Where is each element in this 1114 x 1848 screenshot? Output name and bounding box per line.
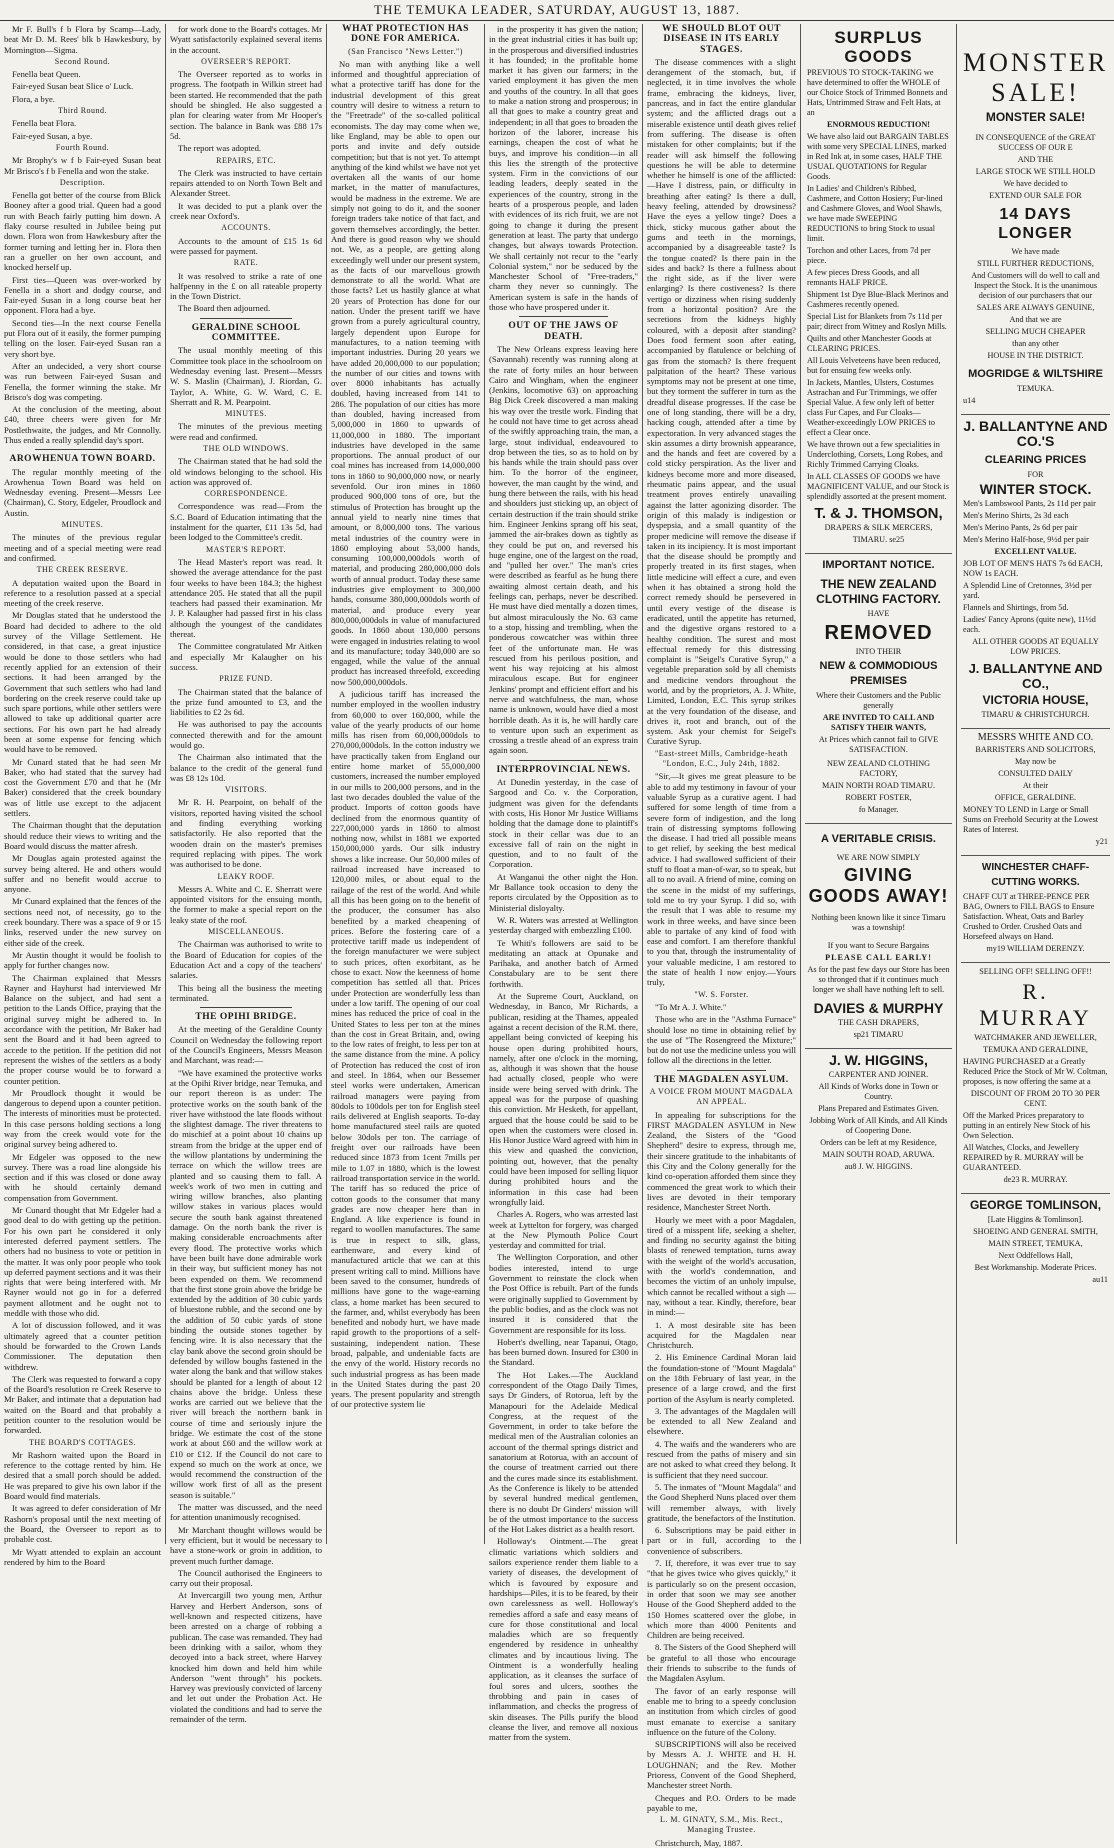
paragraph: Second ties—In the next course Fenella put Flora out of it easily, the former pumping telling on the loser. Fair-eyed Susan ran a very short bye. xyxy=(4,317,161,359)
paragraph: In appealing for subscriptions for the FIRST MAGDALEN ASYLUM in New Zealand, the Sisters of the "Good Shepherd" desire to express, through me, their sincere gratitude to the inhabitants of this City and the Colony generally for the kind co-operation afforded them since they commenced the great work to which their lives are devoted in their temporary residence, Manchester Street North. xyxy=(647,1109,796,1213)
signature: L. M. GINATY, S.M., Mis. Rect., Managing Trustee. xyxy=(660,1815,783,1835)
ad-text: HAVE xyxy=(867,609,890,618)
round-result: Mr Brophy's w f b Fair-eyed Susan beat Mr Brisco's f b Fenella and won the stake. xyxy=(4,155,161,176)
ad-text: At Prices which cannot fail to GIVE SATISFACTION. xyxy=(818,735,939,754)
paragraph: Hobert's dwelling, near Tapanui, Otago, has been burned down. Insured for £300 in the Standard. xyxy=(489,1336,638,1368)
murray-ad xyxy=(961,963,1110,1194)
ad-text: than any other xyxy=(1012,339,1059,348)
article-heading: THE MAGDALEN ASYLUM. xyxy=(654,1074,789,1085)
round-heading: Fourth Round. xyxy=(55,142,110,152)
divider xyxy=(519,760,608,761)
advertiser-name: DAVIES & MURPHY xyxy=(813,1000,944,1016)
white-and-co-ad xyxy=(961,729,1110,856)
higgins-ad xyxy=(805,1049,952,1180)
ad-text: HOUSE IN THE DISTRICT. xyxy=(987,351,1084,360)
round-result: Fair-eyed Susan beat Slice o' Luck. xyxy=(12,81,134,92)
advertiser-place: TIMARU & CHRISTCHURCH. xyxy=(981,710,1090,719)
advertiser-address: MAIN NORTH ROAD TIMARU. xyxy=(821,781,936,790)
round-result: Fair-eyed Susan, a bye. xyxy=(12,130,93,141)
paragraph: Mr Douglas again protested against the survey being altered. He and others would suffer and no benefit would accrue to anyone. xyxy=(4,853,161,895)
paragraph: "Sir,—It gives me great pleasure to be able to add my testimony in favour of your valuable Syrup as a curative agent. I had suffered for some length of time from a severe form of indigestion, and the long train of distressing symptoms following the disease. I had tried all possible means to get relief, by seeking the best medical advice. I had swallowed sufficient of their stuff to float a man-of-war, so to speak, but all to no avail. A friend of mine, coming on the scene in the midst of my sufferings, told me to try your Syrup. I did so, with the result that I was able to resume my work in three weeks, and have since been able to partake of any kind of food with ease and comfort. I am therefore thankful to you that, through the instrumentality of your valuable medicine, I am restored to the state of health I now enjoy.—Yours truly, xyxy=(647,771,796,988)
paragraph: Mr Cunard thought that Mr Edgeler had a good deal to do with getting up the petition. For his own part he considered it only interested deferred payment settlers. The others had no business to vote or petition in the matter. It was only poor people who took up deferred payment sections and it was their rights that were being interfered with. Mr Rayner would not go in for a deferred payment allotment and he ought not to meddle with those who did. xyxy=(4,1205,161,1319)
advertiser-name: GEORGE TOMLINSON, xyxy=(969,1198,1102,1212)
round-result: Fenella beat Queen. xyxy=(12,69,81,80)
ad-text: ARE INVITED TO CALL AND SATISFY THEIR WANTS, xyxy=(822,713,935,732)
advertiser-name: NEW ZEALAND CLOTHING FACTORY, xyxy=(826,759,931,778)
ad-text: IN CONSEQUENCE of the GREAT SUCCESS OF OUR E xyxy=(975,133,1096,152)
paragraph: No man with anything like a well informed and thoughtful appreciation of what a protective tariff has done for the industrial development of this great country will desire to witness a return to the "Freetrade" of the so-called political economists. The day may come when we, like England, may be able to open our ports and invite and defy outside competition; but that is not yet. To attempt anything of the kind whilst we have not yet overtaken all the wants of our home market, in the matter of manufactures, would be madness in the extreme. We are simply not going to do it, and the sooner foreign traders take notice of that fact, and govern themselves accordingly, the better. And there is good reason why we should not. We, as a people, are getting along exceedingly well under our present system, as the facts of our marvellous growth demonstrate to all the world. What are those facts? Let us hastily glance at what 20 years of Protection has done for our nation. Under the present tariff we have grown from a purely agricultural country, largely dependent upon Europe for manufactures, to a nation teeming with important industries. During 20 years we have added 20,000,000 to our population; the number of our cities and towns with over 8000 inhabitants has actually doubled, having increased from 141 to 286. The population of our cities has more than doubled, having increased from 5,000,000 in 1860 to upwards of 11,000,000 in 1880. The important industries have developed in the same proportions. The annual product of our coal mines has increased from 14,000,000 tons in 1860 to 90,000,000 now, or nearly sevenfold. Our iron mines in 1860 produced 900,000 tons of ore, but the stimulus of Protection has brought up the annual yield to nearly nine times that amount, or 8,000,000 tons. The various metal industries of the country were in 1860 employing about 53,000 hands, consuming 100,000,000dols worth of material, and producing 280,000,000 dols worth of annual product. Today these same industries give employment to 300,000 hands, consume 380,000,000dols worth of material, and produce every year 800,000,000dols in value of manufactured goods. In 1860 about 130,000 persons were engaged in industries relating to wool and its manufacture; today 340,000 are so engaged, while the value of the annual product has increased threefold, exceeding now 500,000,000dols. xyxy=(331,58,480,687)
advertiser-trade: BARRISTERS AND SOLICITORS, xyxy=(975,745,1096,754)
clothing-factory-ad xyxy=(805,554,952,824)
subheading: THE OLD WINDOWS. xyxy=(203,443,289,453)
ad-code: u14 xyxy=(963,396,976,405)
ad-text: LARGE STOCK WE STILL HOLD xyxy=(975,167,1096,176)
paragraph: The Clerk was instructed to have certain repairs attended to on North Town Belt and Alexander Street. xyxy=(170,167,322,199)
masthead: THE TEMUKA LEADER, SATURDAY, AUGUST 13, 1887. xyxy=(0,0,1114,21)
coursing-intro: Mr F. Bull's f b Flora by Scamp—Lady, beat Mr D. M. Rees' blk b Hawkesbury, by Mornington—Sigma. xyxy=(4,24,161,55)
winchester-chaff-ad xyxy=(961,856,1110,963)
ad-text: Shipment 1st Dye Blue-Black Merinos and Cashmeres recently opened. xyxy=(807,290,949,309)
ad-text: HAVING PURCHASED at a Greatly Reduced Price the Stock of Mr W. Coltman, proposes, is now offering the same at a xyxy=(963,1057,1108,1086)
ad-heading: REMOVED xyxy=(824,622,933,644)
paragraph: Mr Douglas stated that he understood the Board had decided to adhere to the old survey of the Village Settlement. He considered, in that case, a great injustice would be done to those settlers who had recently applied for an extension of their sections. It had been arranged by the Government that such settlers who had land bordering on the creek reserve could take up such spare portions, while other settlers were allowed to take up additional quarter acre sections. For his own part he had already been at some expense for fencing which would have to be removed. xyxy=(4,610,161,755)
paragraph: Mr Austin thought it would be foolish to apply for further changes now. xyxy=(4,949,161,971)
advertiser-name: R. MURRAY xyxy=(979,979,1092,1030)
ad-text: WE ARE NOW SIMPLY xyxy=(836,853,921,862)
advertiser-place: sp21 TIMARU xyxy=(853,1030,904,1039)
giving-goods-away-ad xyxy=(805,824,952,1049)
ad-text: Nothing been known like it since Timaru was a township! xyxy=(811,913,946,932)
ad-text: Flannels and Shirtings, from 5d. xyxy=(963,603,1069,612)
subheading: THE BOARD'S COTTAGES. xyxy=(28,1437,137,1447)
ad-text: Plans Prepared and Estimates Given. xyxy=(818,1104,939,1113)
ad-text: ALL OTHER GOODS AT EQUALLY LOW PRICES. xyxy=(972,637,1099,656)
paragraph: Mr Edgeler was opposed to the new survey. There was a road line alongside his section and if this was closed or done away with he should certainly demand compensation from Government. xyxy=(4,1151,161,1203)
paragraph: The disease commences with a slight derangement of the stomach, but, if neglected, it in time involves the whole frame, embracing the kidneys, liver, pancreas, and in fact the entire glandular system; and the afflicted drags out a miserable existence until death gives relief from suffering. The disease is often mistaken for other complaints; but if the reader will ask himself the following questions he will be able to determine whether he himself is one of the afflicted:—Have I distress, pain, or difficulty in breathing after eating? Is there a dull, heavy feeling, attended by drowsiness? Have the eyes a yellow tinge? Does a thick, sticky mucous gather about the gums and teeth in the mornings, accompanied by a disagreeable taste? Is the tongue coated? Is there pain in the sides and back? Is there a fullness about the right side, as if the liver were enlarging? Is there costiveness? Is there vertigo or dizziness when rising suddenly from a horizontal position? Are the secretions from the kidneys highly coloured, with a deposit after standing? Does food ferment soon after eating, accompanied by flatulence or belching of gas from the stomach? Is there frequent palpitation of the heart? These various symptoms may not be present at one time, but they torment the sufferer in turn as the dreadful disease progresses. If the case be one of long standing, there will be a dry, hacking cough, attended after a time by expectoration. In very advanced stages the skin assumes a dirty brownish appearance, and the hands and feet are covered by a cold sticky perspiration. As the liver and kidneys become more and more diseased, rheumatic pains appear, and the usual treatment proves entirely unavailing against the latter agonizing disorder. The origin of this malady is indigestion or dyspepsia, and a small quantity of the proper medicine will remove the disease if taken in its incipiency. It is most important that the disease should be promptly and properly treated in its first stages, when little medicine will effect a cure, and even when it has obtained a strong hold the correct remedy should be persevered in until every vestige of the disease is eradicated, until the appetite has returned, and the digestive organs restored to a healthy condition. The surest and most effectual remedy for this distressing complaint is "Seigel's Curative Syrup," a vegetable preparation sold by all chemists and medicine vendors throughout the world, and by the proprietors, A. J. White, Limited, London, E.C. This syrup strikes at the very foundation of the disease, and drives it, root and branch, out of the system. Ask your chemist for Seigel's Curative Syrup. xyxy=(647,56,796,747)
paragraph: Mr Wyatt attended to explain an account rendered by him to the Board xyxy=(4,1546,161,1567)
ad-text: SALES ARE ALWAYS GENUINE, xyxy=(976,303,1095,312)
advertiser-place: TIMARU. se25 xyxy=(852,535,905,544)
advertiser-name: T. & J. THOMSON, xyxy=(814,505,943,522)
column-1 xyxy=(0,24,165,1567)
ad-text: Best Workmanship. Moderate Prices. xyxy=(974,1263,1097,1272)
column-2 xyxy=(165,24,326,1725)
paragraph: Mr Marchant thought willows would be very efficient, but it would be necessary to have a stone-work or groin in addition, to prevent much further damage. xyxy=(170,1524,322,1566)
subheading: THE CREEK RESERVE. xyxy=(36,565,129,575)
advertiser-signature: my19 WILLIAM DERENZY. xyxy=(986,944,1085,953)
paragraph: The Clerk was requested to forward a copy of the Board's resolution re Creek Reserve to Mr Baker, and intimate that a deputation had waited on the Board and that probably a petition counter to the resolution would be forwarded. xyxy=(4,1373,161,1436)
paragraph: At the meeting of the Geraldine County Council on Wednesday the following report of the Council's Engineers, Messrs Meason and Marchant, was read:— xyxy=(170,1024,322,1066)
paragraph: Cheques and P.O. Orders to be made payable to me, xyxy=(647,1792,796,1813)
advertiser-place: TEMUKA. xyxy=(1016,384,1055,393)
ad-text: Jobbing Work of All Kinds, and All Kinds of Coopering Done. xyxy=(809,1116,948,1135)
ad-heading: MONSTER SALE! xyxy=(963,48,1109,107)
ad-text: AND THE xyxy=(1017,155,1054,164)
ad-text: All Watches, Clocks, and Jewellery REPAIRED by R. MURRAY will be GUARANTEED. xyxy=(963,1143,1084,1172)
paragraph: At Wanganui the other night the Hon. Mr Ballance took occasion to deny the reports circulated by the Opposition as to Ministerial disloyalty. xyxy=(489,871,638,913)
subheading: MISCELLANEOUS. xyxy=(208,927,284,937)
ad-heading: IMPORTANT NOTICE. xyxy=(822,559,935,571)
paragraph: At Invercargill two young men, Arthur Harvey and Herbert Anderson, sons of well-known and respected citizens, have been arrested on a charge of robbing a publican. The case was remanded. They had been drinking with a sailor, whom they decoyed into a back street, where Harvey knocked him down and held him while Anderson "went through" his pockets. Harvey was previously convicted of larceny and let out under the Probation Act. He violated the conditions and had to serve the remainder of the term. xyxy=(170,1590,322,1725)
advertiser-address: Next Oddfellows Hall, xyxy=(998,1251,1073,1260)
article-heading: OUT OF THE JAWS OF DEATH. xyxy=(508,321,619,342)
ad-heading: MONSTER SALE! xyxy=(985,110,1086,124)
ad-text: ENORMOUS REDUCTION! xyxy=(826,120,931,129)
paragraph: The Hot Lakes.—The Auckland correspondent of the Otago Daily Times, says Dr Ginders, of Rotorua, left by the Manapouri for the Adelaide Medical Congress, at the request of the Government, in order to take before the medical men of the Australian colonies an account of the thermal springs district and sanatorium at Rotorua, with an account of the course of treatment carried out there and the cures made since its establishment. As the Conference is likely to be attended by several hundred medical gentlemen, there is no doubt Dr Ginders' mission will be of the utmost importance to the success of the Hot Lakes district as a health resort. xyxy=(489,1369,638,1535)
paragraph: The Chairman stated that the balance of the prize fund amounted to £3, and the liabilities to £2 2s 6d. xyxy=(170,686,322,718)
paragraph: in the prosperity it has given the nation; in the great industrial cities it has built up; in the prosperous and diversified industries it has founded; in the profitable home market it has given our farmers; in the varied employment it has given the men and youths of the country. In all that goes to make a nation strong and prosperous; in all that goes to make a country great and independent; in all that goes to broaden the horizon of the laborer, increase his earnings, cheapen the cost of what he buys, and improve his condition—in all this lies the strength of the protective system. Firm in the convictions of our leading leaders, deeply seated in the experiences of the country, strong in the hearts of a prosperous people, and laden with evidences of its rich fruit, we are not going to change it during the present generation at least. The party that undergo changes, but always towards Protection. We shall certainly not recur to the "early Colonial system," nor be seduced by the Manchester School of "Free-traders," charm they never so cunningly. The American system is safe in the hands of those who have prospered under it. xyxy=(489,24,638,313)
ad-text: A few pieces Dress Goods, and all remnants HALF PRICE. xyxy=(807,268,920,287)
list-item: 2. His Eminence Cardinal Moran laid the foundation-stone of "Mount Magdala" on the 18th February of last year, in the presence of a large crowd, and the first portion of the Asylum is nearly completed. xyxy=(647,1352,796,1404)
subheading: VISITORS. xyxy=(224,785,268,795)
list-item: 8. The Sisters of the Good Shepherd will be grateful to all those who encourage their friends to subscribe to the funds of the Magdalen Asylum. xyxy=(647,1642,796,1684)
list-item: 1. A most desirable site has been acquired for the Magdalen near Christchurch. xyxy=(647,1319,796,1351)
paragraph: Te Whiti's followers are said to be meditating an attack at Opunake and Parihaka, and another batch of Armed Constabulary are to be sent there forthwith. xyxy=(489,937,638,989)
ad-heading: WINCHESTER CHAFF-CUTTING WORKS. xyxy=(981,862,1090,888)
ad-text: We have also laid out BARGAIN TABLES with some very SPECIAL LINES, marked in Red Ink at, in some cases, HALF THE USUAL QUOTATIONS for Regular Goods. xyxy=(807,132,949,181)
subheading: MINUTES. xyxy=(61,520,104,530)
paragraph: Mr Proudlock thought it would be dangerous to depend upon a counter petition. The interests of minorities must be protected. In this case persons holding sections a long way from the creek would vote for the original survey being adhered to. xyxy=(4,1087,161,1150)
subheading: LEAKY ROOF. xyxy=(217,871,275,881)
ad-heading: WINTER STOCK. xyxy=(979,481,1092,497)
article-heading: INTERPROVINCIAL NEWS. xyxy=(496,764,631,775)
paragraph: It was agreed to defer consideration of Mr Rashorn's proposal until the next meeting of the Board, the Overseer to report as to probable cost. xyxy=(4,1503,161,1545)
advertiser-name: J. W. HIGGINS, xyxy=(829,1052,928,1068)
advertiser-trade: SHOEING AND GENERAL SMITH, xyxy=(973,1227,1098,1236)
subheading: ACCOUNTS. xyxy=(221,223,271,233)
ad-heading: CLEARING PRICES xyxy=(984,454,1087,466)
paragraph: Hourly we meet with a poor Magdalen, tired of a misspent life, seeking a shelter, and finding no security against the biting blasts of renewed temptation, turns away with the weight of the world's accusation, with the world's condemnation, and becomes the victim of an unholy impulse, which cannot be recalled without a sigh — nay, without a tear. Kindly, therefore, bear in mind:— xyxy=(647,1214,796,1318)
ad-text: MONEY TO LEND in Large or Small Sums on Freehold Security at the Lowest Rates of Interest. xyxy=(963,805,1099,834)
advertiser-premises: VICTORIA HOUSE, xyxy=(982,693,1089,707)
paragraph: After an undecided, a very short course was run between Fair-eyed Susan and Fenella, the former winning the stake. Mr Brisco's dog was competing. xyxy=(4,360,161,402)
article-heading: THE OPIHI BRIDGE. xyxy=(195,1012,297,1023)
subheading: A VOICE FROM MOUNT MAGDALA AN APPEAL. xyxy=(649,1086,794,1107)
monster-sale-ad xyxy=(961,24,1110,415)
price-item: Men's Lambswool Pants, 2s 11d per pair xyxy=(963,499,1096,508)
paragraph: A deputation waited upon the Board in reference to a resolution passed at a special meeting of the creek reserve. xyxy=(4,577,161,609)
ad-heading: A VERITABLE CRISIS. xyxy=(821,833,936,845)
list-item: 5. The inmates of "Mount Magdala" and the Good Shepherd Nuns placed over them will remember always, with lively gratitude, the benefactors of the Institution. xyxy=(647,1481,796,1523)
ad-text: If you want to Secure Bargains xyxy=(827,941,930,950)
column-3 xyxy=(326,24,484,1544)
ad-text: CHAFF CUT at THREE-PENCE PER BAG, Owners to FILL BAGS to Ensure Satisfaction. Wheat, Oats and Barley Crushed to Order. Crushed Oats and Horsefeed always on Hand. xyxy=(963,892,1095,941)
advertiser-address: MAIN SOUTH ROAD, ARUWA. xyxy=(822,1150,935,1159)
paragraph: A judicious tariff has increased the number employed in the woollen industry from 60,000 to over 160,000, while the value of the yearly products of our home mills has risen from 60,000,000dols to 270,000,000dols. In the cotton industry we have practically taken from England our entire home market of 55,000,000 customers, increased the number employed in our mills to 200,000 persons, and in the last two decades doubled the value of the product. Imports of cotton goods have declined from the enormous quantity of 227,000,000 yards in 1860 to almost nothing now, whilst in 1881 we exported 150,000,000 yards. Our silk industry shows a like increase. Our 50,000 miles of railroad increased have increased to 120,000 miles, or about equal to the railage of the rest of the world. And while all this has been going on to the benefit of the producer, the consumer has also benefited by a marked cheapening of prices. Before the fostering care of a protective tariff made us independent of the foreign manufacturer we were subject to such prices, often exorbitant, as he chose to exact. Now the keenness of home competition has settled all that. Prices under Protection are wonderfully less than under a low tariff. The opening of our coal mines has reduced the price of coal in the United States to less per ton at the mines than the cost in Great Britain, and, owing to the low rates of freight, to less per ton at the same distance from the mine. A policy of Protection has reduced the cost of iron and steel. In 1864, when our Bessemer steel works were undertaken, American railroad managers were paying from 80dols to 100dols per ton for English steel rails delivered at English seaports. To-day home manufactured steel rails are quoted below 30dols per ton. The carriage of freight over our railroads have been reduced since 1873 from 1cent 7mills per mile to 1.07 in 1880, which is the lowest railroad transportation service in the world. The tariff has so reduced the price of cotton goods to the consumer that many grades are now cheaper here than in England. A like experience is found in regard to woollen manufactures. The same is true in respect to silk, glass, earthenware, and every kind of manufactured article that we can at this present writing call to mind. Millions have been saved to the consumer, hundreds of millions have gone to the wage-earning class, a home market has been secured to the farmer, and, whilst everybody has been benefited and nobody hurt, we have made rapid growth to the proportions of a self-sustaining, independent nation. These broad, palpable, and undeniable facts are the envy of the world. History records no such industrial progress as has been made in the United States during the past 20 years. The present popularity and strength of our protective system lie xyxy=(331,689,480,1410)
description-heading: Description. xyxy=(59,177,106,187)
advertiser-title: fo Manager. xyxy=(858,805,899,814)
paragraph: The Council authorised the Engineers to carry out their proposal. xyxy=(170,1567,322,1589)
round-result: Fenella beat Flora. xyxy=(12,118,77,129)
divider xyxy=(677,1070,766,1071)
ad-code: au11 xyxy=(1092,1275,1108,1284)
ad-text: And Customers will do well to call and Inspect the Stock. It is the unanimous decision of our purchasers that our xyxy=(971,271,1100,300)
ad-text: PREVIOUS TO STOCK-TAKING we have determined to offer the WHOLE of our Choice Stock of Trimmed Bonnets and Hats, Untrimmed Straw and Felt Hats, at an xyxy=(807,68,948,117)
subheading: MASTER'S REPORT. xyxy=(206,544,286,554)
paragraph: Accounts to the amount of £15 1s 6d were passed for payment. xyxy=(170,235,322,256)
paragraph: At the conclusion of the meeting, about £40, three cheers were given for Mr Postlethwaite, the judges, and Mr Connolly. Thus ended a really splendid day's sport. xyxy=(4,404,161,445)
paragraph: The Chairman thought that the deputation should reduce their views to writing and the Board would discuss the matter afresh. xyxy=(4,820,161,851)
advertiser-trade: DRAPERS & SILK MERCERS, xyxy=(824,523,933,532)
surplus-goods-ad xyxy=(805,24,952,554)
paragraph: At the Supreme Court, Auckland, on Wednesday, in Banco, Mr Richards, a publican, residing at the Thames, appealed against a recent decision of the R.M. there, appellant being convicted of keeping his house open during prohibited hours, namely, after one o'clock in the morning, as, although it was shown that the house had actually closed, people who were inside were being served with drink. The appeal was for the purpose of quashing this conviction. Mr Hesketh, for appellant, argued that the house could be said to be open when the customers were closed in. His Honor Justice Ward agreed with him in this view and quashed the conviction, pointing out, however, that the penalty could have been imposed for selling liquor during prohibited hours and the information in this case had been wrongfully laid. xyxy=(489,991,638,1207)
ad-text: And that we are xyxy=(1009,315,1062,324)
paragraph: The Chairman explained that Messrs Rayner and Hayhurst had interviewed Mr Balance on the subject, and had sent a petition to the Lands Office, praying that the original survey might be adhered to. In accordance with the petition, Mr Baker had sent the Board and it had been agreed to accede to the petition. If the petition did not represent the wishes of the settlers as a body the proper course would be to forward a counter petition. xyxy=(4,972,161,1086)
paragraph: Those who are in the "Asthma Furnace" should lose no time in obtaining relief by the use of "The Rosengreed the Mixture;" but do not use the medicine unless you will follow all the directions in the letter. xyxy=(647,1014,796,1066)
paragraph: He was authorised to pay the accounts connected therewith and for the amount would go. xyxy=(170,719,322,750)
column-5 xyxy=(642,24,800,1848)
round-result: Flora, a bye. xyxy=(12,93,55,104)
tomlinson-ad xyxy=(961,1194,1110,1293)
paragraph: W. R. Waters was arrested at Wellington yesterday charged with embezzling £100. xyxy=(489,914,638,936)
list-item: 6. Subscriptions may be paid either in part or in full, according to the convenience of subscribers. xyxy=(647,1525,796,1556)
round-heading: Third Round. xyxy=(57,106,108,116)
advertiser-signature: ROBERT FOSTER, xyxy=(845,793,912,802)
subheading: MINUTES. xyxy=(225,409,267,419)
ad-text: Orders can be left at my Residence, xyxy=(820,1138,937,1147)
ad-text: A Splendid Line of Cretonnes, 3½d per yard. xyxy=(963,581,1092,600)
paragraph: A lot of discussion followed, and it was ultimately agreed that a counter petition should be forwarded to the Crown Lands Commissioner. The deputation then withdrew. xyxy=(4,1320,161,1372)
ad-heading: GIVING GOODS AWAY! xyxy=(808,865,949,906)
paragraph: The regular monthly meeting of the Arowhenua Town Board was held on Wednesday evening. Present—Messrs Lee (Chairman), C. Story, Edgeler, Proudlock and Austin. xyxy=(4,466,161,518)
ad-text: Where their Customers and the Public generally xyxy=(816,691,941,710)
paragraph: SUBSCRIPTIONS will also be received by Messrs A. J. WHITE and H. H. LOUGHNAN; and the Rev. Mother Prioress, Convent of the Good Shepherd, Manchester street North. xyxy=(647,1739,796,1791)
ad-code: y21 xyxy=(1095,837,1108,846)
paragraph: This being all the business the meeting terminated. xyxy=(170,982,322,1003)
ad-text: We have decided to xyxy=(1003,179,1068,188)
subheading: OVERSEER'S REPORT. xyxy=(201,56,291,66)
ad-heading: 14 DAYS LONGER xyxy=(998,206,1073,242)
paragraph: The New Orleans express leaving here (Savannah) recently was running along at the rate of forty miles an hour between Cairo and Wingham, when the engineer (Jenkins, locomotive 63) on approaching Big Dick Creek discovered a man making his way over the trestle work. Finding that he could not have time to get across ahead of the swiftly approaching train, the man, a large, stout individual, endeavoured to drop between the ties, so as to hold on by his hands while the train should pass over him. To the horror of the engineer, however, the man caught by the wind, and hung there between the rails, with his head and shoulders just sticking up, an object of certain destruction if the train should strike him. Engineer Jenkins sprang off his seat, jammed the air-brakes down as tightly as they could be put on, and reversed his huge engine, one of the largest on the road, and "pulled her over." The man's cries were described as fearful as he hung there awaiting almost certain death, and his feelings can, perhaps, never be described. He must have died mentally a dozen times, but almost miraculously the No. 63 came to a stop, hissing and trembling, when the ponderous cowcatcher was within three feet of the unfortunate man. He was rescued from his perilous position, and went his way rejoicing at his almost miraculous escape. But for engineer Jenkins' prompt and efficient effort and his nerve and watchfulness, the man, whose name is unknown, would have died a most horrible death. As it is, he will hardly care to venture upon such an experiment as crossing a trestle ahead of an express train again soon. xyxy=(489,343,638,756)
paragraph: The minutes of the previous regular meeting and of a special meeting were read and confirmed. xyxy=(4,532,161,563)
paragraph: The favor of an early response will enable me to bring to a speedy conclusion an institution from which circles of good must emanate to exercise a sanitary influence on the future of the Colony. xyxy=(647,1685,796,1737)
advertiser-note: [Late Higgins & Tomlinson]. xyxy=(987,1215,1084,1224)
ad-text: Special List for Blankets from 7s 11d per pair; direct from Witney and Roslyn Mills. xyxy=(807,312,947,331)
ad-text: Off the Marked Prices preparatory to putting in an entirely New Stock of his Own Selection. xyxy=(963,1111,1091,1140)
round-heading: Second Round. xyxy=(54,56,111,66)
ad-text: EXCELLENT VALUE. xyxy=(994,547,1077,556)
paragraph: Mr Rashorn waited upon the Board in reference to the cottage rented by him. He desired that a small porch should be added. He was prepared to give his own labor if the Board would find materials. xyxy=(4,1449,161,1502)
ad-text: SELLING OFF! SELLING OFF!! xyxy=(979,967,1092,976)
ad-text: Torchon and other Laces, from 7d per piece. xyxy=(807,246,931,265)
ad-text: INTO THEIR xyxy=(855,647,902,656)
advertiser-address: MAIN STREET, TEMUKA, xyxy=(988,1239,1083,1248)
ad-text: STILL FURTHER REDUCTIONS, xyxy=(977,259,1094,268)
ad-text: We have thrown out a few specialities in Underclothing, Corsets, Long Robes, and Richly Trimmed Carrying Cloaks. xyxy=(807,440,943,469)
paragraph: The report was adopted. xyxy=(178,143,262,154)
divider xyxy=(200,318,291,319)
advertiser-signature: au8 J. W. HIGGINS. xyxy=(844,1162,913,1171)
price-item: Men's Merino Half-hose, 9½d per pair xyxy=(963,535,1089,544)
ad-text: All Louis Velveteens have been reduced, but for ensuing few weeks only. xyxy=(807,356,941,375)
paragraph: Mr R. H. Pearpoint, on behalf of the visitors, reported having visited the school and finding everything working satisfactorily. He also reported that the wooden drain on the master's premises required replacing with pipes. The work was authorised to be done. xyxy=(170,797,322,870)
subheading: CORRESPONDENCE. xyxy=(204,489,288,499)
paragraph: The Committee congratulated Mr Aitken and especially Mr Kalaugher on his success. xyxy=(170,641,322,672)
advertiser-name: MESSRS WHITE AND CO. xyxy=(977,732,1094,743)
paragraph: for work done to the Board's cottages. Mr Wyatt satisfactorily explained several items in the account. xyxy=(170,24,322,55)
column-6-ads xyxy=(800,24,956,1544)
ad-text: JOB LOT OF MEN'S HATS 7s 6d EACH, NOW 1s EACH. xyxy=(963,559,1103,578)
advertiser-name: J. BALLANTYNE AND CO.'S xyxy=(963,418,1108,449)
ad-text: PLEASE CALL EARLY! xyxy=(825,953,932,962)
divider xyxy=(519,316,608,317)
ad-text: FOR xyxy=(1027,470,1044,479)
paragraph: It was decided to put a plank over the creek near Oxford's. xyxy=(170,200,322,222)
price-item: Men's Merino Pants, 2s 6d per pair xyxy=(963,523,1078,532)
paragraph: The matter was discussed, and the need for attention unanimously recognised. xyxy=(170,1502,322,1523)
ballantyne-ad xyxy=(961,415,1110,729)
subheading: REPAIRS, ETC. xyxy=(216,155,276,165)
price-item: Men's Merino Shirts, 2s 3d each xyxy=(963,511,1069,520)
article-heading: WHAT PROTECTION HAS DONE FOR AMERICA. xyxy=(342,24,469,45)
paragraph: The Overseer reported as to works in progress. The footpath in Wilkin street had been started. He recommended that the path should be shingled. He also suggested a plan for clearing water from Mr Hooper's section. The balance in Bank was £88 17s 5d. xyxy=(170,69,322,141)
ad-heading: NEW & COMMODIOUS PREMISES xyxy=(819,660,938,687)
article-heading: GERALDINE SCHOOL COMMITTEE. xyxy=(191,322,301,344)
letter-address: "East-street Mills, Cambridge-heath "London, E.C., July 24th, 1882. xyxy=(655,748,788,769)
advertiser-place: TEMUKA AND GERALDINE, xyxy=(983,1045,1088,1054)
paragraph: Correspondence was read—From the S.C. Board of Education intimating that the instalment for the quarter, £11 13s 5d, had been lodged to the Committee's credit. xyxy=(170,501,322,543)
paragraph: The Chairman stated that he had sold the old windows belonging to the school. His action was approved of. xyxy=(170,456,322,487)
paragraph: The usual monthly meeting of this Committee took place in the schoolroom on Wednesday evening last. Present—Messrs W. S. Maslin (Chairman), J. Riordan, G. Taylor, A. White, G. W. Ward, C. E. Sherratt and R. M. Pearpoint. xyxy=(170,345,322,407)
paragraph: Mr Cunard stated that he had seen Mr Baker, who had stated that the survey had cost the Government £70 and that he (Mr Baker) considered that the creek boundary was of little use except to the adjacent settlers. xyxy=(4,756,161,819)
ad-text: May now be xyxy=(1015,757,1056,766)
paragraph: The Chairman was authorised to write to the Board of Education for copies of the Education Act and a copy of the teachers' salaries. xyxy=(170,939,322,981)
paragraph: At Dunedin yesterday, in the case of Sargood and Co. v. the Corporation, judgment was given for the defendants with costs, His Honor Mr Justice Williams holding that the damage done to plaintiff's stock in their cellar was due to an excessive fall of rain on the night in question, and to no fault of the Corporation. xyxy=(489,777,638,870)
ad-text: SELLING MUCH CHEAPER xyxy=(985,327,1086,336)
paragraph: Mr Cunard explained that the fences of the sections need not, of necessity, go to the creek boundary. There was a space of 9 or 15 links, reserved under the new survey on either side of the creek. xyxy=(4,896,161,948)
ad-text: In ALL CLASSES OF GOODS we have MAGNIFICENT VALUE, and our Stock is splendidly assorted at the present moment. xyxy=(807,472,949,501)
paragraph: Messrs A. White and C. E. Sherratt were appointed visitors for the ensuing month, the former to make a special report on the leaky state of the roof. xyxy=(170,883,322,925)
article-heading: WE SHOULD BLOT OUT DISEASE IN ITS EARLY STAGES. xyxy=(662,24,781,55)
article-source: (San Francisco "News Letter.") xyxy=(348,46,463,56)
ad-heading: SURPLUS GOODS xyxy=(834,28,923,66)
paragraph: The Head Master's report was read. It showed the average attendance for the past four weeks to have been 184.3; the highest attendance 205. He stated that all the pupil teachers had passed their examination. Mr J. P. Kalaugher had passed first in his class although the youngest of the candidates thereat. xyxy=(170,556,322,640)
advertiser-signature: de23 R. MURRAY. xyxy=(1003,1175,1068,1184)
list-item: 7. If, therefore, it was ever true to say "that he gives twice who gives quickly," it is particularly so on the present occasion, in order that soon we may see another House of the Good Shepherd added to the 150 Homes scattered over the globe, in which more than 4000 Penitents and Children are being received. xyxy=(647,1558,796,1641)
advertiser-trade: WATCHMAKER AND JEWELLER, xyxy=(974,1033,1097,1042)
paragraph: Holloway's Ointment.—The great climatic variations which soldiers and sailors experience render them liable to a variety of diseases, the development of which is favoured by exposure and hardships—Piles, it is to be feared, by their own carelessness as well. Holloway's remedies afford a safe and easy means of cure for those constitutional and local maladies which are so frequently engendered by residence in unhealthy climates and by incautious living. The Ointment is a wonderfully healing application, as it cleanses the surface of foul sores and ulcers, soothes the throbbing and pain in cases of inflammation, and checks the progress of skin diseases. The Pills purify the blood cleanse the liver, and remove all noxious matter from the system. xyxy=(489,1536,638,1743)
dateline: Christchurch, May, 1887. xyxy=(655,1837,743,1848)
advertiser-name: J. BALLANTYNE AND CO., xyxy=(968,661,1103,691)
ad-text: DISCOUNT OF FROM 20 TO 30 PER CENT. xyxy=(970,1089,1101,1108)
divider xyxy=(35,449,129,450)
divider xyxy=(200,1007,291,1008)
paragraph: The Board then adjourned. xyxy=(178,303,271,314)
ad-text: CONSULTED DAILY xyxy=(998,769,1073,778)
ad-text: Ladies' Fancy Aprons (quite new), 11½d each. xyxy=(963,615,1096,634)
ad-text: At their xyxy=(1022,781,1049,790)
paragraph: First ties—Queen was over-worked by Fenella in a short and dodgy course, and Fair-eyed Susan in a long course beat her opponent. Flora had a bye. xyxy=(4,274,161,316)
ad-text: We have made xyxy=(1011,247,1060,256)
paragraph: "We have examined the protective works at the Opihi River bridge, near Temuka, and our report thereon is as under: The protective works on the south bank of the river have withstood the late floods without the slightest damage. The river threatens to do mischief at a point about 10 chains up stream from the bridge at the upper end of the willow plantations by undermining the terrace on which the willow trees are planted and so causing them to fall. A week's work of two men in cutting and wiring willow branches, also planting willow stakes in various places would secure the south bank against threatened damage. On the north bank the river is making considerable encroachments after every flood. The protective works which have been built have done admirable work in their way, but sufficient money has not been expended on them. We recommend that the first stone groin above the bridge be extended by the addition of 30 cubic yards of bluestone rubble, and the second one by the addition of 50 cubic yards of stone binding the outside stones together by fencing wire. It is also necessary that the clay bank above the second groin should be defended by willow boughs fastened in the water along the bank and that willow stakes should be planted for a length of about 12 chains above the bridge. Unless these works are carried out we believe that the river will breach the northern bank in course of time and seriously injure the bridge. We estimate the cost of the stone work at about £60 and the willow work at £10 or £12. If the Council do not care to expend so much on the work at once, we would recommend the construction of the willow work first of all as the present season is suitable." xyxy=(170,1067,322,1500)
article-heading: AROWHENUA TOWN BOARD. xyxy=(9,454,156,465)
letter-signature: "W. S. Forster. xyxy=(694,989,749,999)
ad-text: EXTEND OUR SALE FOR xyxy=(989,191,1082,200)
advertiser-name: MOGRIDGE & WILTSHIRE xyxy=(968,368,1103,380)
ad-text: As for the past few days our Store has been so thronged that if it continues much longer we shall have nothing left to sell. xyxy=(807,965,950,994)
paragraph: The Chairman also intimated that the balance to the credit of the general fund was £8 12s 10d. xyxy=(170,752,322,783)
paragraph: The minutes of the previous meeting were read and confirmed. xyxy=(170,421,322,442)
ad-text: In Jackets, Mantles, Ulsters, Costumes Astrachan and Fur Trimmings, we offer Special Value. A few only left of better class Fur Capes, and Fur Cloaks—Weather-exceedingly LOW PRICES to effect a Clear once. xyxy=(807,378,937,437)
list-item: 3. The advantages of the Magdalen will be extended to all New Zealand and elsewhere. xyxy=(647,1405,796,1437)
paragraph: It was resolved to strike a rate of one halfpenny in the £ on all rateable property in the Town District. xyxy=(170,270,322,302)
paragraph: The Wellington Corporation, and other bodies interested, intend to urge Government to reinstate the clock when the Post Office is rebuilt. Part of the funds were originally supplied to Government by the public bodies, and as the clock was not insured it is considered that the Government are responsible for its loss. xyxy=(489,1252,638,1335)
column-7-ads xyxy=(956,24,1114,1544)
advertiser-trade: THE CASH DRAPERS, xyxy=(838,1018,919,1027)
column-4 xyxy=(484,24,642,1743)
subheading: PRIZE FUND. xyxy=(219,674,273,684)
subheading: RATE. xyxy=(233,258,259,268)
ad-heading: THE NEW ZEALAND CLOTHING FACTORY. xyxy=(816,577,941,606)
paragraph: Charles A. Rogers, who was arrested last week at Lyttelton for forgery, was charged at the New Plymouth Police Court yesterday and committed for trial. xyxy=(489,1209,638,1251)
advertiser-trade: CARPENTER AND JOINER. xyxy=(828,1070,929,1079)
list-item: 4. The waifs and the wanderers who are rescued from the paths of misery and sin are not asked to what creed they belong. It is sufficient that they need succour. xyxy=(647,1438,796,1480)
paragraph: "To Mr A. J. White." xyxy=(655,1001,727,1012)
ad-text: Quilts and other Manchester Goods at CLEARING PRICES. xyxy=(807,334,932,353)
ad-text: In Ladies' and Children's Ribbed, Cashmere, and Cotton Hosiery; Fur-lined and Cashmere Gloves, and Wool Shawls, we have made SWEEPING REDUCTIONS to bring Stock to usual limit. xyxy=(807,184,943,243)
paragraph: Fenella got better of the course from Blick Booney after a good trial. Queen had a good run with Beach fairly putting him down. A flaky course resulted in Jubilee being put down. Flora won from Hawkesbury after the former turning and letting her in. Flora then ran a grueller on her own account, and knocked herself up. xyxy=(4,190,161,273)
ad-text: All Kinds of Works done in Town or Country. xyxy=(818,1082,939,1101)
ad-text: OFFICE, GERALDINE. xyxy=(994,793,1077,802)
